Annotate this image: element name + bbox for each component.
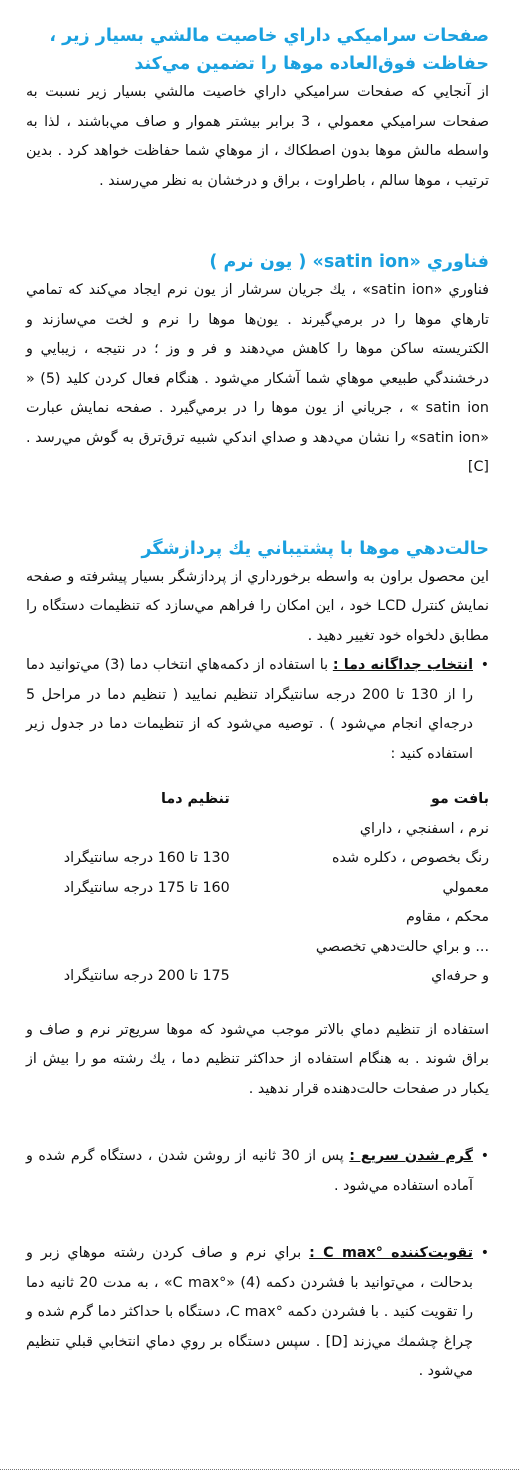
bullet-keyword: گرم شدن سريع : [349,1148,474,1164]
table-row [26,815,489,845]
table-cell-hair: نرم ، اسفنجي ، داراي [359,820,489,837]
section-paragraph: از آنجايي كه صفحات سراميكي داراي خاصيت مالشي بسيار زير نسبت به صفحات سراميكي معمولي ، 3 برابر بيشتر هموار و صاف مي‌باشند ، لذا به واسطه مالش موها بدون اصطكاك ، از موهاي شما حفاظت خواهد كرد . بدين ترتيب ، موها سالم ، باطراوت ، براق و درخشان به نظر مي‌رسند . [26,84,489,189]
feature-list [26,651,489,769]
section-heading: صفحات سراميكي داراي خاصيت مالشي بسيار زير ، حفاظت فوق‌العاده موها را تضمين مي‌كند [49,26,489,74]
table-header-row [26,785,489,815]
table-row [26,962,489,992]
table-row [26,874,489,904]
temperature-table [26,785,489,992]
table-cell-hair: ... و براي حالت‌دهي تخصصي [315,938,489,955]
table-cell-temp: 130 تا 160 درجه سانتيگراد [63,850,230,866]
feature-list [26,1142,489,1201]
after-table-paragraph: استفاده از تنظيم دماي بالاتر موجب مي‌شود كه موها سريع‌تر نرم و صاف و براق شوند . به هنگام استفاده از حداكثر تنظيم دما ، يك رشته مو را بيش از يكبار در صفحات حالت‌دهنده قرار ندهيد . [26,1021,489,1097]
table-cell-hair: محكم ، مقاوم [405,909,489,925]
bullet-text: با استفاده از دكمه‌هاي انتخاب دما (3) مي‌توانيد دما را از 130 تا 200 درجه سانتيگراد تنظيم نماييد ( تنظيم دما در مراحل 5 درجه‌اي انجام مي‌شود ) . توصيه مي‌شود كه از تنظيمات دما در جدول زير استفاده كنيد : [26,657,473,762]
feature-list [26,1239,489,1387]
section-heading: فناوري «satin ion» ( يون نرم ) [209,252,489,272]
table-cell-temp [26,815,230,845]
list-item-temperature [26,651,473,769]
table-cell-hair: معمولي [442,879,489,896]
table-cell-hair: رنگ بخصوص ، دكلره شده [331,850,489,866]
list-item-max-boost [26,1239,473,1387]
table-row [26,844,489,874]
section-ceramic-plates [26,22,489,196]
section-heading: حالت‌دهي موها با پشتيباني يك پردازشگر [141,538,489,559]
bullet-text: براي نرم و صاف كردن رشته موهاي زبر و بدحالت ، مي‌توانيد با فشردن دكمه (4) «°C max» ، به مدت 20 ثانيه دما را تقويت كنيد . با فشردن دكمه °C max، دستگاه با حداكثر دما گرم شده و چراغ چشمك مي‌زند [D] . سپس دستگاه بر روي دماي انتخابي قبلي تنظيم مي‌شود . [26,1245,474,1379]
bullet-keyword: انتخاب جداگانه دما : [332,657,473,673]
table-header-hair: بافت مو [430,791,489,807]
table-cell-temp [26,933,230,963]
section-processor-styling [26,535,489,1387]
list-item-quick-heat [26,1142,473,1201]
table-row [26,933,489,963]
section-paragraph: اين محصول براون به واسطه برخورداري از پردازشگر بسيار پيشرفته و صفحه نمايش كنترل LCD خود ، اين امكان را فراهم مي‌سازد كه تنظيمات دستگاه را مطابق دلخواه خود تغيير دهيد . [26,568,489,644]
bullet-text: پس از 30 ثانيه از روشن شدن ، دستگاه گرم شده و آماده استفاده مي‌شود . [26,1148,473,1194]
table-cell-temp [26,903,230,933]
bullet-keyword: تقويت‌كننده °C max : [309,1245,473,1261]
page-bottom-rule [0,1469,519,1470]
table-cell-hair: و حرفه‌اي [431,968,489,984]
table-row [26,903,489,933]
section-paragraph: فناوري «satin ion» ، يك جريان سرشار از يون نرم ايجاد مي‌كند كه تمامي تارهاي موها را در برمي‌گيرند . يون‌ها موها را نرم و لخت مي‌سازند و الكتريسته ساكن موها را كاهش مي‌دهند و فر و وز ؛ در نتيجه ، زيبايي و درخشندگي طبيعي موهاي شما آشكار مي‌شود . هنگام فعال كردن كليد (5) « satin ion » ، جرياني از يون موها را در برمي‌گيرد . صفحه نمايش عبارت «satin ion» را نشان مي‌دهد و صداي اندكي شبيه ترق‌ترق به گوش مي‌رسد . [C] [26,282,489,475]
section-satin-ion [26,248,489,483]
table-header-temp: تنظيم دما [161,791,230,807]
table-cell-temp: 160 تا 175 درجه سانتيگراد [63,879,230,896]
table-cell-temp: 175 تا 200 درجه سانتيگراد [63,968,230,984]
